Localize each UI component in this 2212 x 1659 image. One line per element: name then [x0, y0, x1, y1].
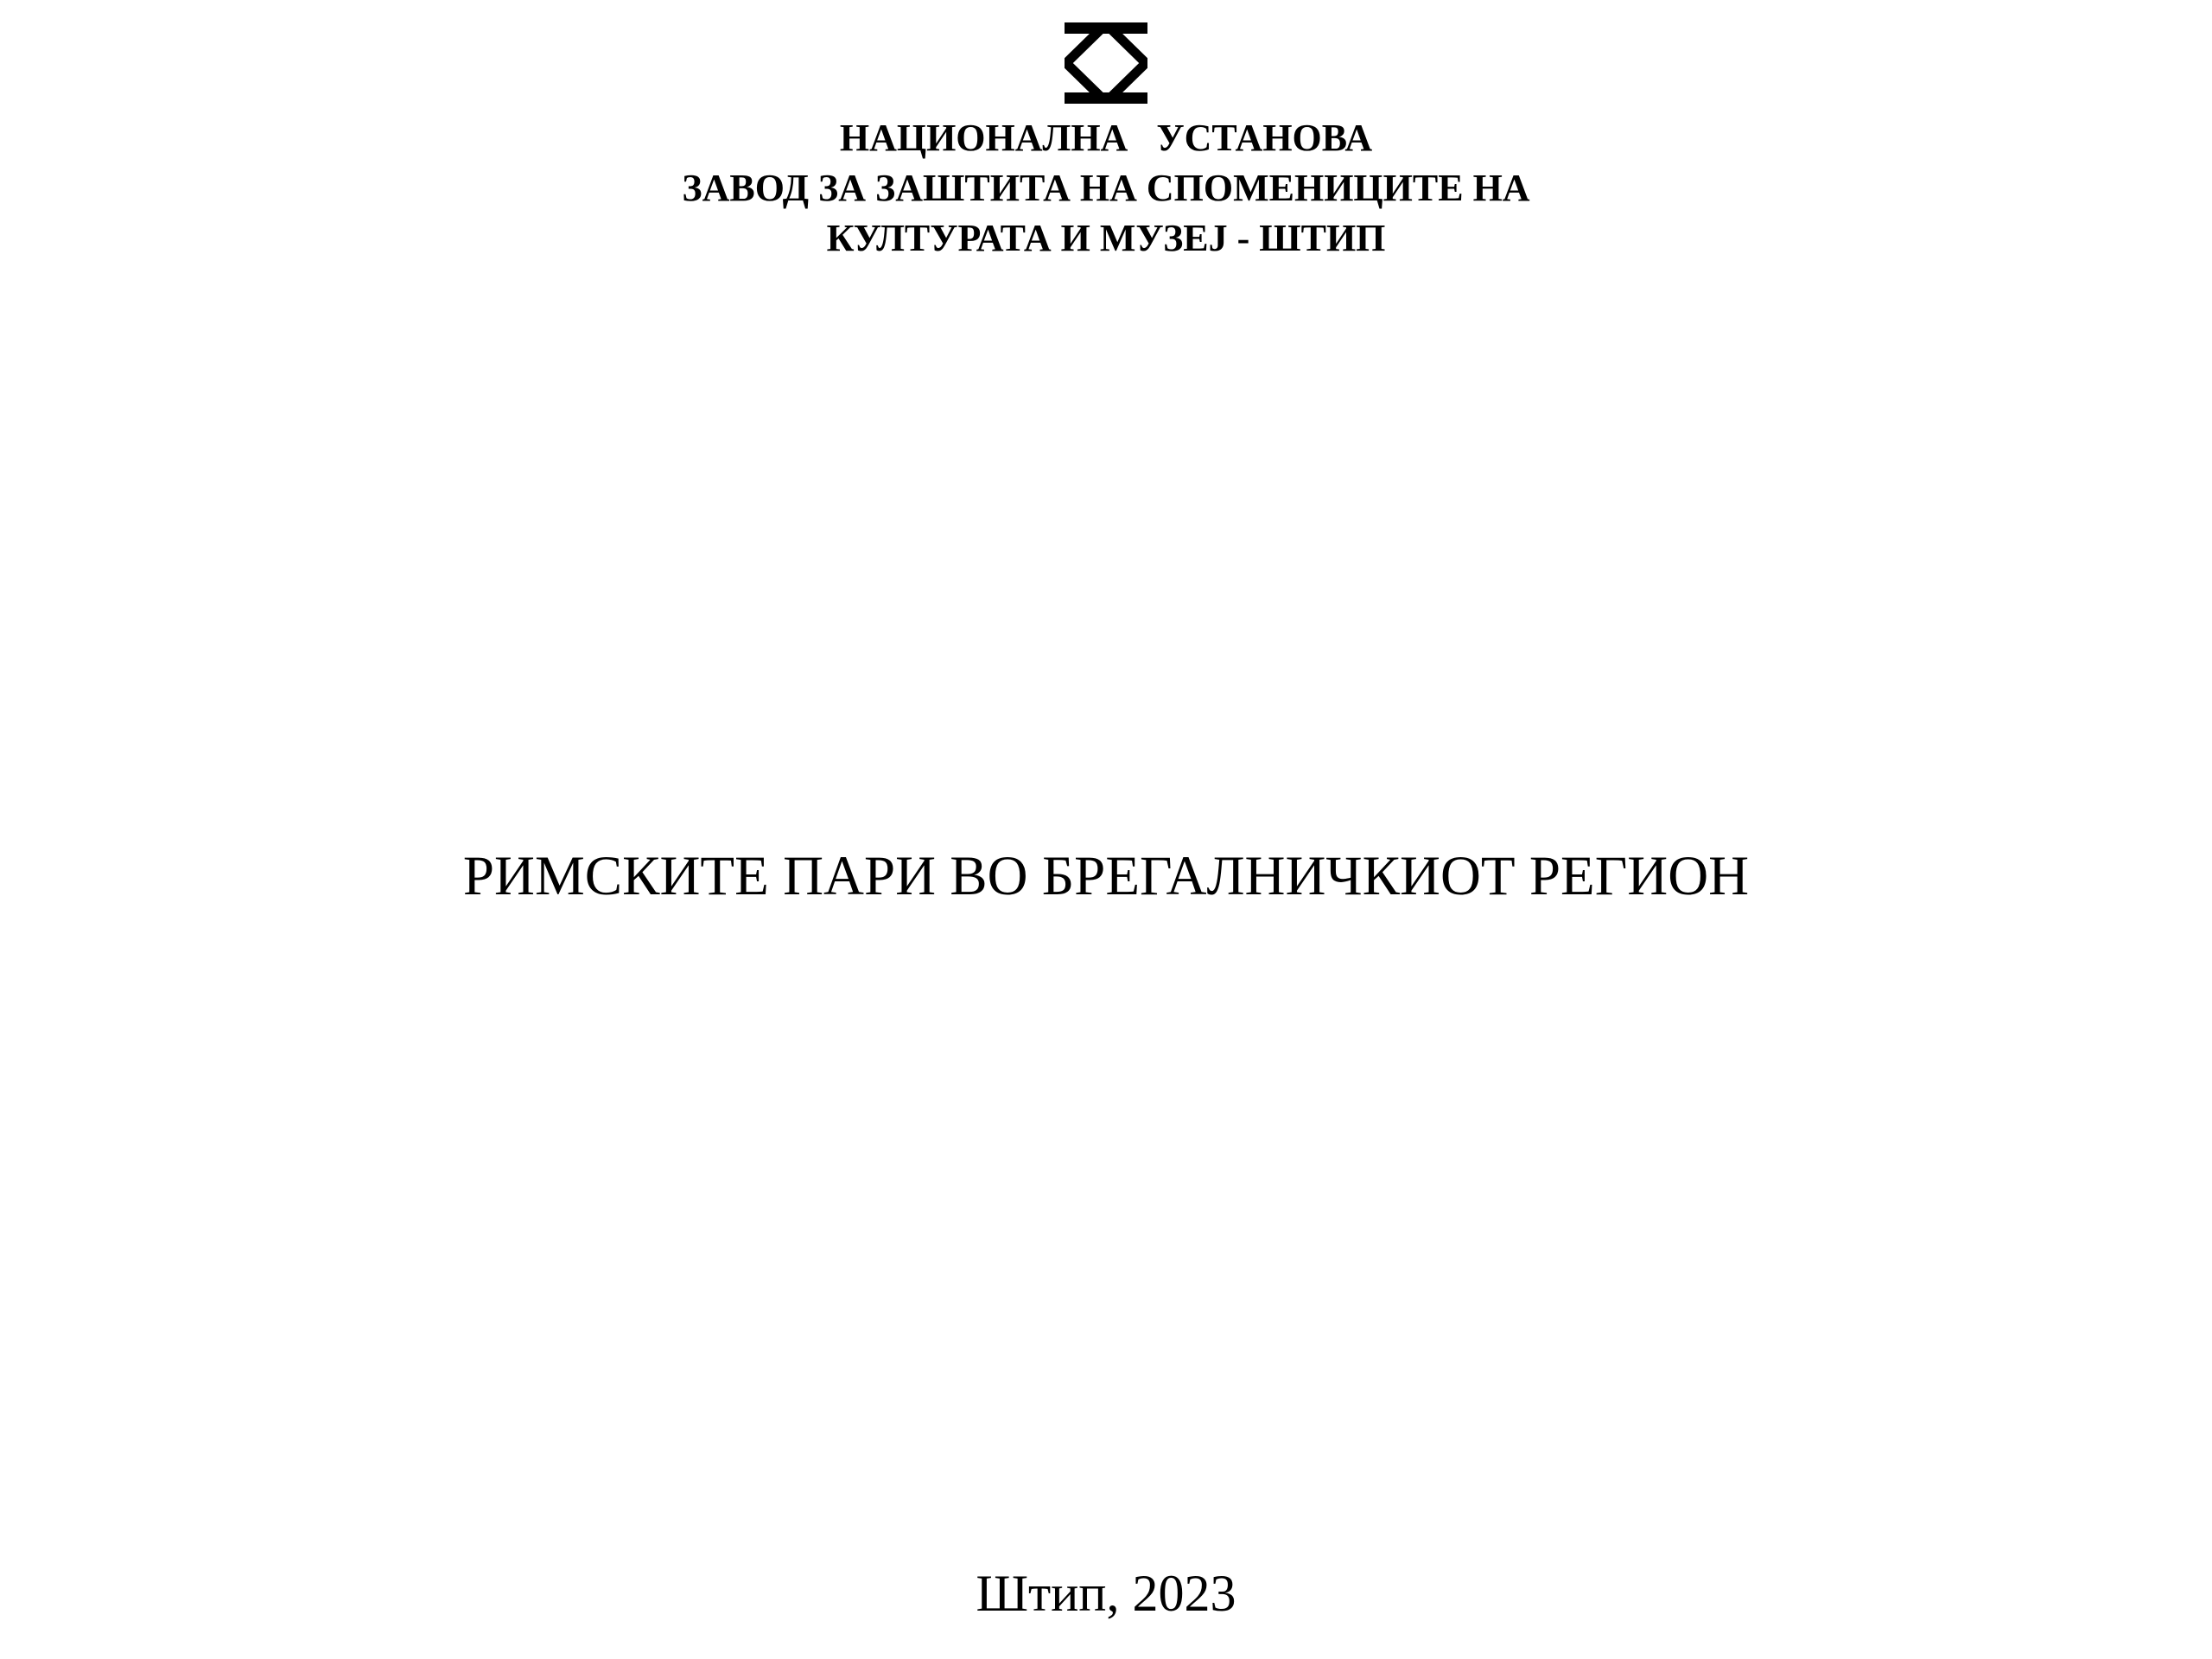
- imprint-place-year: Штип, 2023: [976, 1565, 1236, 1622]
- institution-line-3: КУЛТУРАТА И МУЗЕЈ - ШТИП: [826, 217, 1386, 259]
- institute-logo-icon: [1065, 22, 1147, 104]
- institution-name-block: [0, 113, 2212, 264]
- institution-line-2: ЗАВОД ЗА ЗАШТИТА НА СПОМЕНИЦИТЕ НА: [682, 167, 1530, 209]
- institution-line-1: НАЦИОНАЛНА УСТАНОВА: [839, 117, 1373, 159]
- document-title: РИМСКИТЕ ПАРИ ВО БРЕГАЛНИЧКИОТ РЕГИОН: [462, 845, 1750, 907]
